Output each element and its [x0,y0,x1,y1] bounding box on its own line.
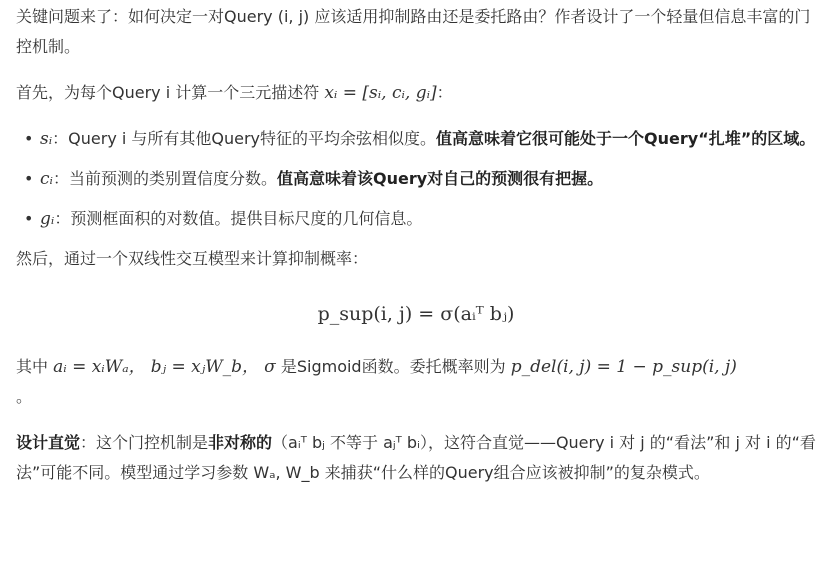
intuition-bold: 非对称的 [208,433,273,452]
bullet-bold-text: 值高意味着该Query对自己的预测很有把握。 [276,169,604,188]
bullet-text: ：当前预测的类别置信度分数。 [52,169,277,188]
main-formula: p_sup(i, j) = σ(aᵢᵀ bⱼ) [317,303,515,325]
where-paragraph [16,352,816,412]
sigma-symbol: σ [264,357,276,377]
descriptor-paragraph [16,78,816,108]
bullet-symbol: gᵢ [40,209,55,229]
formula-a: aᵢ = xᵢWₐ， [53,357,146,377]
sigma-text: 是Sigmoid函数。委托概率则为 [280,357,506,376]
where-end: 。 [16,387,33,406]
bullet-text: ：Query i 与所有其他Query特征的平均余弦相似度。 [52,129,437,148]
where-prefix: 其中 [16,357,49,376]
intuition-text-2: （aᵢᵀ bⱼ 不等于 aⱼᵀ bᵢ），这符合直觉——Query i 对 j 的“看法”和 j 对 i 的“看法”可能不同。模型通过学习参数 Wₐ, W_b 来捕获“什么样的Query组合应该被抑制”的复杂模式。 [16,433,816,482]
intuition-text-1: ：这个门控机制是 [80,433,209,452]
descriptor-list [16,124,816,234]
list-item [16,164,816,194]
intuition-label: 设计直觉 [16,433,81,452]
descriptor-formula: xᵢ = [sᵢ, cᵢ, gᵢ] [324,83,437,103]
descriptor-tail: ： [436,83,453,102]
bullet-text: ：预测框面积的对数值。提供目标尺度的几何信息。 [54,209,423,228]
bilinear-paragraph: 然后，通过一个双线性交互模型来计算抑制概率： [16,249,369,268]
bullet-symbol: sᵢ [40,129,53,149]
intro-paragraph: 关键问题来了：如何决定一对Query (i, j) 应该适用抑制路由还是委托路由？作者设计了一个轻量但信息丰富的门控机制。 [16,7,811,56]
intuition-paragraph [16,428,816,488]
list-item [16,204,816,234]
descriptor-lead: 首先，为每个Query i 计算一个三元描述符 [16,83,320,102]
list-item [16,124,816,154]
document [16,0,816,488]
bullet-bold-text: 值高意味着它很可能处于一个Query“扎堆”的区域。 [436,129,816,148]
bullet-symbol: cᵢ [40,169,53,189]
formula-b: bⱼ = xⱼW_b， [150,357,260,377]
del-formula: p_del(i, j) = 1 − p_sup(i, j) [510,357,737,377]
